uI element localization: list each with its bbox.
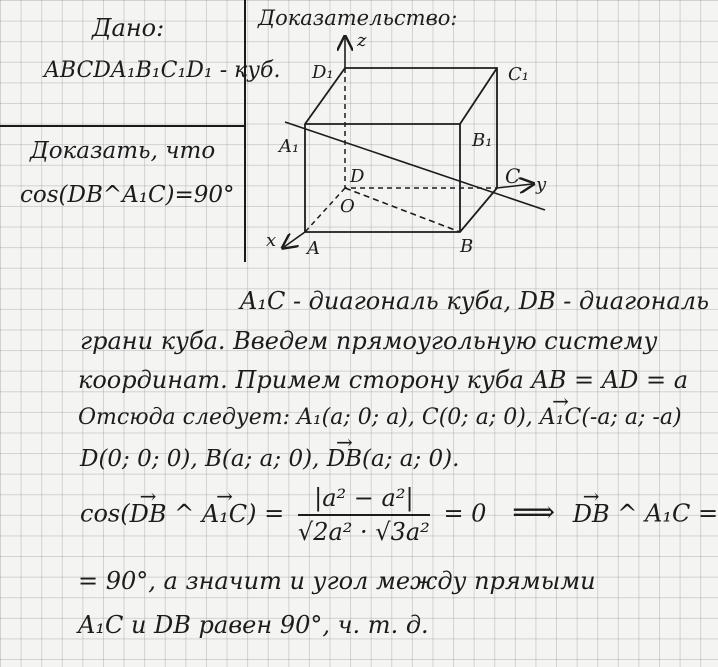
implies-arrow: ⟹ <box>512 494 556 530</box>
cos-caret: ^ <box>166 499 202 528</box>
hidden-edge <box>305 188 345 232</box>
proof-line-5-text: D(0; 0; 0), B(a; a; 0), <box>80 446 320 472</box>
proof-line-4-text: Отсюда следует: A₁(a; 0; a), C(0; a; 0), <box>78 405 533 430</box>
cube-edge <box>305 68 497 124</box>
cos-formula <box>80 484 718 546</box>
given-label: Дано: <box>92 14 165 42</box>
proof-line-5 <box>80 446 459 472</box>
given-statement: ABCDA₁B₁C₁D₁ - куб. <box>44 58 281 83</box>
vertex-b-label: B <box>460 236 474 257</box>
vertex-a1-label: A₁ <box>279 136 300 157</box>
conclusion-line-2: A₁C и DB равен 90°, ч. т. д. <box>78 611 429 639</box>
proof-line-4 <box>78 405 682 430</box>
fraction-numerator: |a² − a²| <box>298 484 430 516</box>
cos-suffix: ) = <box>247 499 285 528</box>
hidden-edge <box>345 68 497 188</box>
vector-db-coords: (a; a; 0). <box>362 446 460 472</box>
diagonal-db <box>345 188 460 232</box>
proof-line-1: A₁C - диагональ куба, DB - диагональ <box>240 287 710 315</box>
origin-o-label: O <box>340 196 355 217</box>
vector-db: → DB <box>327 446 362 472</box>
axis-x-label: x <box>266 230 277 251</box>
cos-prefix: cos( <box>80 499 130 528</box>
axis-y-label: y <box>536 174 547 195</box>
proof-line-2: грани куба. Введем прямоугольную систему <box>80 327 658 355</box>
x-axis <box>284 232 305 247</box>
cos-result: = 0 <box>443 499 487 528</box>
axis-z-label: z <box>357 30 367 51</box>
fraction-denominator: √2a² · √3a² <box>297 518 430 546</box>
proof-line-3: координат. Примем сторону куба AB = AD = a <box>78 366 689 394</box>
tail-rest: ^ A₁C = <box>609 499 718 528</box>
to-prove-label: Доказать, что <box>30 138 216 164</box>
cos-fraction <box>298 484 430 546</box>
vertex-b1-label: B₁ <box>472 130 493 151</box>
vertex-c1-label: C₁ <box>508 64 529 85</box>
conclusion-line-1: = 90°, а значит и угол между прямыми <box>78 567 596 595</box>
vertex-d1-label: D₁ <box>312 62 334 83</box>
cube-edge <box>305 68 497 232</box>
vertex-d-label: D <box>350 166 365 187</box>
vector-a1c: → A₁C <box>540 405 582 430</box>
tail-vector-db: → DB <box>573 500 610 528</box>
vertex-a-label: A <box>307 238 320 259</box>
cos-vector-db: → DB <box>130 500 167 528</box>
cos-vector-a1c: → A₁C <box>202 500 247 528</box>
vector-a1c-coords: (-a; a; -a) <box>581 405 682 430</box>
proof-label: Доказательство: <box>258 6 458 30</box>
vertex-c-label: C <box>505 164 521 188</box>
to-prove-statement: cos(DB^A₁C)=90° <box>20 182 235 208</box>
